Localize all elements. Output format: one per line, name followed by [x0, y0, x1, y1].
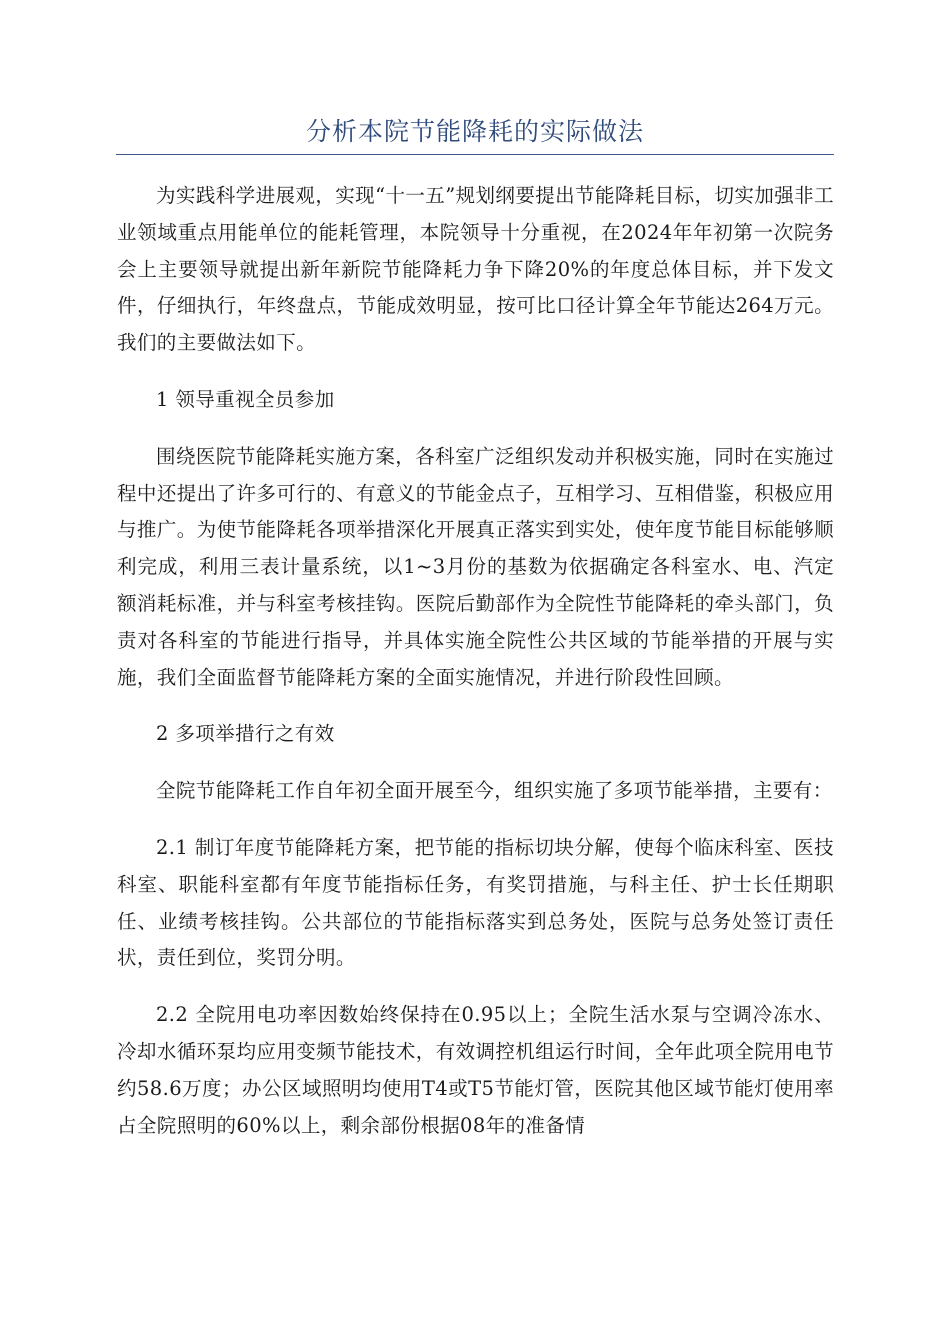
paragraph-section-2-intro: 全院节能降耗工作自年初全面开展至今，组织实施了多项节能举措，主要有： — [156, 779, 833, 803]
paragraph-item-2-2: 2.2 全院用电功率因数始终保持在0.95以上；全院生活水泵与空调冷冻水、冷却水循环泵均应用变频节能技术，有效调控机组运行时间，全年此项全院用电节约58.6万度；办公区域照明均使用T4或T5节能灯管，医院其他区域节能灯使用率占全院照明的60%以上，剩余部份根据08年的准备情 — [117, 1003, 834, 1137]
document-body — [117, 178, 834, 1164]
title-underline — [116, 154, 834, 155]
paragraph-section-1: 围绕医院节能降耗实施方案，各科室广泛组织发动并积极实施，同时在实施过程中还提出了许多可行的、有意义的节能金点子，互相学习、互相借鉴，积极应用与推广。为使节能降耗各项举措深化开展真正落实到实处，使年度节能目标能够顺利完成，利用三表计量系统，以1~3月份的基数为依据确定各科室水、电、汽定额消耗标准，并与科室考核挂钩。医院后勤部作为全院性节能降耗的牵头部门，负责对各科室的节能进行指导，并具体实施全院性公共区域的节能举措的开展与实施，我们全面监督节能降耗方案的全面实施情况，并进行阶段性回顾。 — [117, 444, 834, 689]
paragraph-intro: 为实践科学进展观，实现“十一五”规划纲要提出节能降耗目标，切实加强非工业领域重点用能单位的能耗管理，本院领导十分重视，在2024年年初第一次院务会上主要领导就提出新年新院节能降耗力争下降20%的年度总体目标，并下发文件，仔细执行，年终盘点，节能成效明显，按可比口径计算全年节能达264万元。我们的主要做法如下。 — [117, 184, 834, 355]
paragraph-item-2-1: 2.1 制订年度节能降耗方案，把节能的指标切块分解，使每个临床科室、医技科室、职能科室都有年度节能指标任务，有奖罚措施，与科主任、护士长任期职任、业绩考核挂钩。公共部位的节能指标落实到总务处，医院与总务处签订责任状，责任到位，奖罚分明。 — [117, 835, 834, 970]
document-title: 分析本院节能降耗的实际做法 — [305, 117, 644, 146]
section-heading-2: 2 多项举措行之有效 — [156, 722, 335, 746]
section-heading-1: 1 领导重视全员参加 — [156, 387, 335, 411]
